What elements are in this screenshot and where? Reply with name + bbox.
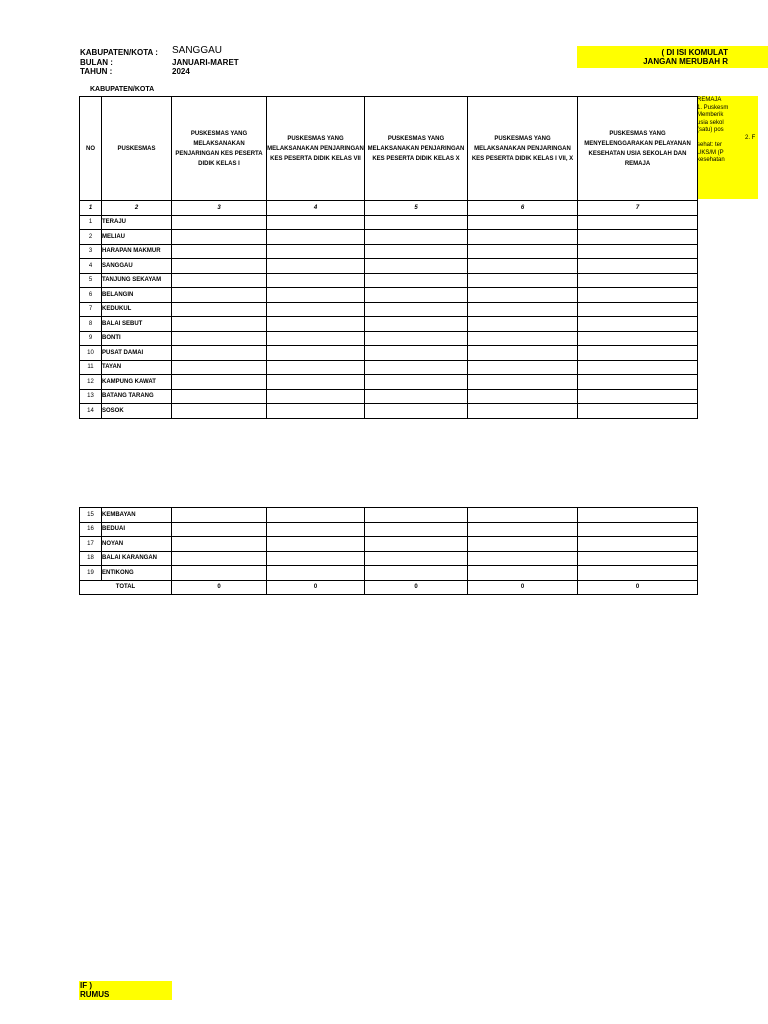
table-row xyxy=(80,273,698,288)
side-note-line: 1. Puskesm xyxy=(697,104,729,111)
column-number-1: 1 xyxy=(80,201,102,216)
banner-line-2: JANGAN MERUBAH R xyxy=(643,57,728,66)
data-cell[interactable] xyxy=(468,244,578,259)
data-cell[interactable] xyxy=(172,230,267,245)
puskesmas-name: TANJUNG SEKAYAM xyxy=(102,273,172,288)
data-cell[interactable] xyxy=(267,508,365,523)
row-number: 1 xyxy=(80,215,102,230)
tahun-label: TAHUN : xyxy=(80,67,113,76)
puskesmas-name: BEDUAI xyxy=(102,522,172,537)
data-cell[interactable] xyxy=(468,302,578,317)
table-row xyxy=(80,360,698,375)
data-cell[interactable] xyxy=(365,317,468,332)
puskesmas-name: NOYAN xyxy=(102,537,172,552)
puskesmas-name: BALAI SEBUT xyxy=(102,317,172,332)
data-cell[interactable] xyxy=(365,537,468,552)
data-cell[interactable] xyxy=(365,389,468,404)
row-number: 2 xyxy=(80,230,102,245)
data-cell[interactable] xyxy=(267,522,365,537)
data-cell[interactable] xyxy=(578,230,698,245)
data-cell[interactable] xyxy=(468,288,578,303)
table-row xyxy=(80,551,698,566)
data-cell[interactable] xyxy=(172,566,267,581)
puskesmas-name: BATANG TARANG xyxy=(102,389,172,404)
data-cell[interactable] xyxy=(267,259,365,274)
instruction-banner xyxy=(577,46,768,68)
data-cell[interactable] xyxy=(172,317,267,332)
puskesmas-name: KAMPUNG KAWAT xyxy=(102,375,172,390)
column-number-row xyxy=(80,201,698,216)
data-cell[interactable] xyxy=(578,317,698,332)
row-number: 19 xyxy=(80,566,102,581)
total-value: 0 xyxy=(578,580,698,595)
data-cell[interactable] xyxy=(267,244,365,259)
table-row xyxy=(80,375,698,390)
data-cell[interactable] xyxy=(365,566,468,581)
row-number: 14 xyxy=(80,404,102,419)
data-cell[interactable] xyxy=(267,566,365,581)
row-number: 16 xyxy=(80,522,102,537)
table-caption: KABUPATEN/KOTA xyxy=(90,86,155,93)
puskesmas-name: TAYAN xyxy=(102,360,172,375)
table-row xyxy=(80,244,698,259)
puskesmas-table-continued xyxy=(79,507,698,595)
data-cell[interactable] xyxy=(267,331,365,346)
table-row xyxy=(80,522,698,537)
row-number: 5 xyxy=(80,273,102,288)
puskesmas-name: BALAI KARANGAN xyxy=(102,551,172,566)
table-row xyxy=(80,346,698,361)
puskesmas-name: KEMBAYAN xyxy=(102,508,172,523)
puskesmas-name: SANGGAU xyxy=(102,259,172,274)
data-cell[interactable] xyxy=(578,244,698,259)
column-number-7: 7 xyxy=(578,201,698,216)
data-cell[interactable] xyxy=(365,508,468,523)
data-cell[interactable] xyxy=(578,273,698,288)
data-cell[interactable] xyxy=(365,346,468,361)
data-cell[interactable] xyxy=(578,259,698,274)
side-note-line: Memberik xyxy=(697,112,724,118)
row-number: 12 xyxy=(80,375,102,390)
column-number-4: 4 xyxy=(267,201,365,216)
table-row xyxy=(80,215,698,230)
side-note-line: usia sekol xyxy=(697,119,724,126)
side-note xyxy=(697,96,758,199)
total-value: 0 xyxy=(468,580,578,595)
row-number: 11 xyxy=(80,360,102,375)
data-cell[interactable] xyxy=(267,215,365,230)
data-cell[interactable] xyxy=(578,215,698,230)
puskesmas-name: MELIAU xyxy=(102,230,172,245)
column-header-4: PUSKESMAS YANG MELAKSANAKAN PENJARINGAN KES PESERTA DIDIK KELAS VII xyxy=(267,97,365,201)
table-row xyxy=(80,537,698,552)
data-cell[interactable] xyxy=(267,346,365,361)
puskesmas-name: SOSOK xyxy=(102,404,172,419)
data-cell[interactable] xyxy=(172,259,267,274)
data-cell[interactable] xyxy=(578,360,698,375)
total-value: 0 xyxy=(267,580,365,595)
table-row xyxy=(80,302,698,317)
data-cell[interactable] xyxy=(172,288,267,303)
puskesmas-name: BONTI xyxy=(102,331,172,346)
data-cell[interactable] xyxy=(468,508,578,523)
data-cell[interactable] xyxy=(172,273,267,288)
data-cell[interactable] xyxy=(172,302,267,317)
puskesmas-name: HARAPAN MAKMUR xyxy=(102,244,172,259)
data-cell[interactable] xyxy=(267,389,365,404)
data-cell[interactable] xyxy=(468,404,578,419)
table-row xyxy=(80,259,698,274)
puskesmas-name: PUSAT DAMAI xyxy=(102,346,172,361)
data-cell[interactable] xyxy=(365,375,468,390)
table-row xyxy=(80,508,698,523)
data-cell[interactable] xyxy=(172,360,267,375)
puskesmas-name: BELANGIN xyxy=(102,288,172,303)
kabupaten-value: SANGGAU xyxy=(172,45,223,56)
data-cell[interactable] xyxy=(468,259,578,274)
column-number-6: 6 xyxy=(468,201,578,216)
data-cell[interactable] xyxy=(172,537,267,552)
data-cell[interactable] xyxy=(468,375,578,390)
puskesmas-name: KEDUKUL xyxy=(102,302,172,317)
data-cell[interactable] xyxy=(468,566,578,581)
column-number-3: 3 xyxy=(172,201,267,216)
row-number: 7 xyxy=(80,302,102,317)
total-value: 0 xyxy=(172,580,267,595)
data-cell[interactable] xyxy=(267,537,365,552)
data-cell[interactable] xyxy=(468,389,578,404)
data-cell[interactable] xyxy=(468,230,578,245)
column-header-5: PUSKESMAS YANG MELAKSANAKAN PENJARINGAN KES PESERTA DIDIK KELAS X xyxy=(365,97,468,201)
data-cell[interactable] xyxy=(267,551,365,566)
data-cell[interactable] xyxy=(578,346,698,361)
data-cell[interactable] xyxy=(578,551,698,566)
data-cell[interactable] xyxy=(468,522,578,537)
total-row xyxy=(80,580,698,595)
data-cell[interactable] xyxy=(172,404,267,419)
data-cell[interactable] xyxy=(172,389,267,404)
data-cell[interactable] xyxy=(172,331,267,346)
data-cell[interactable] xyxy=(468,551,578,566)
data-cell[interactable] xyxy=(267,288,365,303)
data-cell[interactable] xyxy=(578,288,698,303)
data-cell[interactable] xyxy=(172,551,267,566)
row-number: 13 xyxy=(80,389,102,404)
side-note-line: (satu) pos xyxy=(697,127,724,133)
data-cell[interactable] xyxy=(365,259,468,274)
data-cell[interactable] xyxy=(578,302,698,317)
data-cell[interactable] xyxy=(365,360,468,375)
row-number: 10 xyxy=(80,346,102,361)
data-cell[interactable] xyxy=(172,244,267,259)
side-note-line: REMAJA xyxy=(697,97,722,103)
row-number: 4 xyxy=(80,259,102,274)
data-cell[interactable] xyxy=(468,215,578,230)
row-number: 3 xyxy=(80,244,102,259)
table-row xyxy=(80,331,698,346)
data-cell[interactable] xyxy=(468,346,578,361)
data-cell[interactable] xyxy=(267,360,365,375)
bulan-label: BULAN : xyxy=(80,58,113,67)
data-cell[interactable] xyxy=(578,522,698,537)
data-cell[interactable] xyxy=(267,273,365,288)
data-cell[interactable] xyxy=(578,375,698,390)
data-cell[interactable] xyxy=(365,302,468,317)
data-cell[interactable] xyxy=(172,522,267,537)
bulan-value: JANUARI-MARET xyxy=(172,58,239,67)
table-row xyxy=(80,566,698,581)
data-cell[interactable] xyxy=(468,331,578,346)
data-cell[interactable] xyxy=(365,404,468,419)
data-cell[interactable] xyxy=(365,288,468,303)
row-number: 6 xyxy=(80,288,102,303)
data-cell[interactable] xyxy=(578,389,698,404)
table-row xyxy=(80,317,698,332)
puskesmas-table xyxy=(79,96,698,419)
data-cell[interactable] xyxy=(172,346,267,361)
data-cell[interactable] xyxy=(267,375,365,390)
footer-note xyxy=(79,981,172,1000)
row-number: 9 xyxy=(80,331,102,346)
side-note-line: sehat: ter xyxy=(697,142,723,148)
row-number: 8 xyxy=(80,317,102,332)
data-cell[interactable] xyxy=(578,508,698,523)
table-row xyxy=(80,288,698,303)
side-note-line: UKS/M (P xyxy=(697,149,724,156)
table-header-row xyxy=(80,97,698,201)
column-header-7: PUSKESMAS YANG MENYELENGGARAKAN PELAYANAN KESEHATAN USIA SEKOLAH DAN REMAJA xyxy=(578,97,698,201)
data-cell[interactable] xyxy=(468,317,578,332)
puskesmas-name: ENTIKONG xyxy=(102,566,172,581)
column-header-1: NO xyxy=(80,97,102,201)
kabupaten-label: KABUPATEN/KOTA : xyxy=(80,48,158,57)
footer-note-line-1: IF ) xyxy=(80,981,92,990)
data-cell[interactable] xyxy=(267,404,365,419)
data-cell[interactable] xyxy=(365,215,468,230)
data-cell[interactable] xyxy=(578,404,698,419)
data-cell[interactable] xyxy=(578,331,698,346)
column-header-2: PUSKESMAS xyxy=(102,97,172,201)
data-cell[interactable] xyxy=(365,230,468,245)
column-header-6: PUSKESMAS YANG MELAKSANAKAN PENJARINGAN KES PESERTA DIDIK KELAS I VII, X xyxy=(468,97,578,201)
column-header-3: PUSKESMAS YANG MELAKSANAKAN PENJARINGAN KES PESERTA DIDIK KELAS I xyxy=(172,97,267,201)
table-row xyxy=(80,404,698,419)
data-cell[interactable] xyxy=(578,566,698,581)
row-number: 18 xyxy=(80,551,102,566)
data-cell[interactable] xyxy=(172,508,267,523)
row-number: 15 xyxy=(80,508,102,523)
data-cell[interactable] xyxy=(365,244,468,259)
side-note-line: kesehatan xyxy=(697,157,725,163)
data-cell[interactable] xyxy=(468,537,578,552)
data-cell[interactable] xyxy=(468,360,578,375)
data-cell[interactable] xyxy=(578,537,698,552)
data-cell[interactable] xyxy=(365,522,468,537)
side-note-line: 2. F xyxy=(745,134,756,141)
data-cell[interactable] xyxy=(468,273,578,288)
data-cell[interactable] xyxy=(267,317,365,332)
row-number: 17 xyxy=(80,537,102,552)
data-cell[interactable] xyxy=(365,273,468,288)
column-number-2: 2 xyxy=(102,201,172,216)
tahun-value: 2024 xyxy=(172,67,190,76)
data-cell[interactable] xyxy=(267,302,365,317)
footer-note-line-2: RUMUS xyxy=(80,990,110,999)
banner-line-1: ( DI ISI KOMULAT xyxy=(661,48,728,57)
data-cell[interactable] xyxy=(365,551,468,566)
data-cell[interactable] xyxy=(172,215,267,230)
data-cell[interactable] xyxy=(365,331,468,346)
table-row xyxy=(80,389,698,404)
column-number-5: 5 xyxy=(365,201,468,216)
total-value: 0 xyxy=(365,580,468,595)
data-cell[interactable] xyxy=(172,375,267,390)
data-cell[interactable] xyxy=(267,230,365,245)
total-label: TOTAL xyxy=(80,580,172,595)
puskesmas-name: TERAJU xyxy=(102,215,172,230)
table-row xyxy=(80,230,698,245)
